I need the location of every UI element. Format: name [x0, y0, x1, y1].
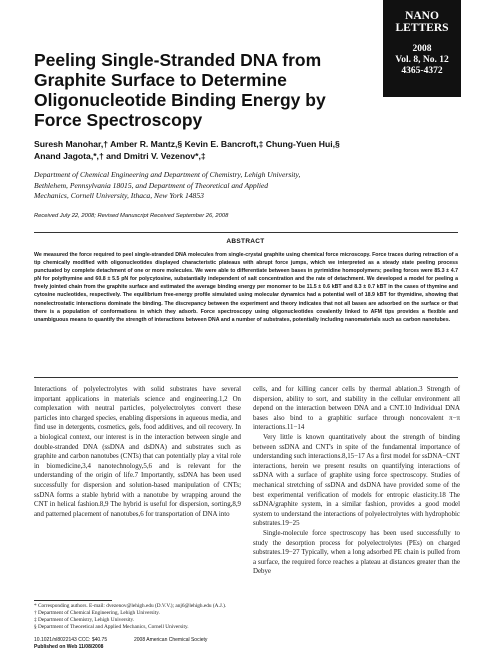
- body-column-right: [253, 385, 460, 577]
- abstract-bottom-rule: [34, 377, 458, 378]
- journal-pages: 4365-4372: [401, 66, 443, 76]
- journal-name: [383, 10, 461, 34]
- footnotes: [34, 603, 244, 631]
- journal-name-line2: LETTERS: [395, 22, 449, 34]
- footnote: § Department of Theoretical and Applied Mechanics, Cornell University.: [34, 624, 189, 631]
- body-column-left: [34, 385, 241, 519]
- footnote: † Department of Chemical Engineering, Lehigh University.: [34, 610, 160, 617]
- footnote: ‡ Department of Chemistry, Lehigh University.: [34, 617, 135, 624]
- footnote-rule: [34, 600, 112, 601]
- journal-volume: Vol. 8, No. 12: [395, 55, 449, 65]
- journal-name-line1: NANO: [405, 10, 439, 22]
- abstract-text: We measured the force required to peel single-stranded DNA molecules from single-crystal graphite using chemical force microscopy. Force traces during retraction of a tip chemically modified with oligonucleotides displayed characteristic plateaus with abrupt force jumps, which we interpreted as a steady state peeling process punctuated by complete detachment of one or more molecules. We were able to differentiate between bases in pyrimidine homopolymers; peeling forces were 85.3 ± 4.7 pN for polythymine and 60.8 ± 5.5 pN for polycytosine, substantially independent of salt concentration and the rate of detachment. We developed a model for peeling a freely jointed chain from the graphite surface and estimated the average binding energy per monomer to be 11.5 ± 0.6 kBT and 8.3 ± 0.7 kBT in the cases of thymine and cytosine nucleotides, respectively. The equilibrium free-energy profile simulated using molecular dynamics had a potential well of 18.9 kBT for thymidine, showing that nonelectrostatic interactions dominate the binding. The discrepancy between the experiment and theory indicates that not all bases are adsorbed on the surface or that there is a population of conformations in which they adsorb. Force spectroscopy using oligonucleotides covalently linked to AFM tips provides a flexible and unambiguous means to quantify the strength of interactions between DNA and a number of substrates, potentially including nanomaterials such as carbon nanotubes.: [34, 252, 458, 323]
- author-list: Suresh Manohar,† Amber R. Mantz,§ Kevin E. Bancroft,‡ Chung-Yuen Hui,§ Anand Jagota,*,† and Dmitri V. Vezenov*,‡: [34, 139, 340, 161]
- body-paragraph: Interactions of polyelectrolytes with solid substrates have several important applications in materials science and engineering.1,2 On complexation with neutral particles, polyelectrolytes convert these particles into charged species, enabling dispersions in aqueous media, and find use in detergents, cosmetics, gels, food additives, and oil recovery. In a biological context, our interest is in the interaction between single and double-stranded DNA (ssDNA and dsDNA) and substrates such as graphite and carbon nanotubes (CNTs) that can potentially play a vital role in biomedicine,3,4 nanotechnology,5,6 and is relevant for the understanding of the origin of life.7 Importantly, ssDNA has been used successfully for dispersion and solution-based manipulation of CNTs; ssDNA forms a stable hybrid with a nanotube by wrapping around the CNT in helical fashion.8,9 The hybrid is useful for dispersion, sorting,8,9 and patterned placement of nanotubes,6 for transportation of DNA into: [34, 386, 241, 518]
- copyright-society: 2008 American Chemical Society: [134, 637, 208, 643]
- journal-year: 2008: [412, 44, 432, 54]
- published-date: Published on Web 11/08/2008: [34, 643, 104, 650]
- affiliation-line: Mechanics, Cornell University, Ithaca, New York 14853: [34, 191, 204, 200]
- affiliations: [34, 170, 394, 202]
- received-dates: Received July 22, 2008; Revised Manuscript Received September 26, 2008: [34, 213, 229, 219]
- body-paragraph: Single-molecule force spectroscopy has been used successfully to study the desorption process for polyelectrolytes (PEs) on charged substrates.19−27 Typically, when a long adsorbed PE chain is pulled from a surface, the required force reaches a plateau at distances greater than the Debye: [253, 529, 460, 576]
- article-title: Peeling Single-Stranded DNA from Graphite Surface to Determine Oligonucleotide Binding Energy by Force Spectroscopy: [34, 50, 326, 130]
- journal-badge: [383, 0, 461, 97]
- abstract-top-rule: [34, 232, 458, 233]
- body-paragraph: Very little is known quantitatively about the strength of binding between ssDNA and CNT's in spite of the fundamental importance of understanding such interactions.8,15−17 As a first model for ssDNA−CNT interactions, herein we present results on quantifying interactions of ssDNA with a surface of graphite using force spectroscopy. Studies of mechanical stretching of ssDNA and dsDNA have provided some of the best experimental verification of models for entropic elasticity.18 The ssDNA/graphite system, in a similar fashion, provides a good model system to understand the interactions of polyelectrolytes with hydrophobic substrates.19−25: [253, 433, 460, 528]
- footnote: * Corresponding authors. E-mail: dvezenov@lehigh.edu (D.V.V.); anj6@lehigh.edu (A.J.).: [34, 603, 227, 609]
- affiliation-line: Bethlehem, Pennsylvania 18015, and Department of Theoretical and Applied: [34, 180, 269, 190]
- publication-info: [34, 637, 264, 651]
- journal-issue: [383, 44, 461, 77]
- affiliation-line: Department of Chemical Engineering and Department of Chemistry, Lehigh University,: [34, 170, 301, 179]
- body-paragraph: cells, and for killing cancer cells by thermal ablation.3 Strength of dispersion, ability to sort, and stability in the cellular environment all depend on the interaction between DNA and a CNT.10 Individual DNA bases also bind to a graphitic surface through noncovalent π−π interactions.11−14: [253, 386, 460, 432]
- doi: 10.1021/nl8022143 CCC: $40.75: [34, 637, 108, 643]
- abstract-heading: ABSTRACT: [226, 238, 265, 245]
